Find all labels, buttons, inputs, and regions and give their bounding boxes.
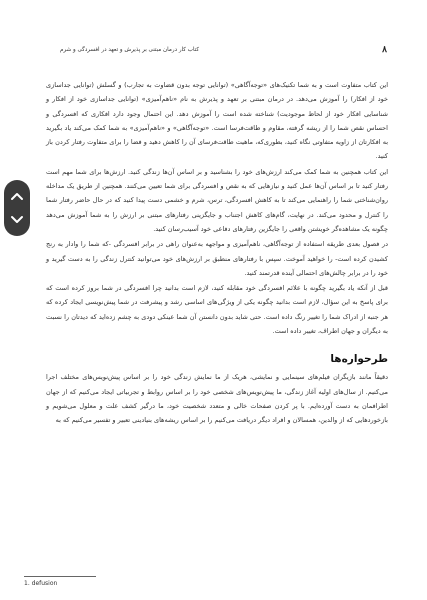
paragraph-3: در فصول بعدی طریقه استفاده از توجه‌آگاهی، ناهم‌آمیزی و مواجهه به‌عنوان راهی در برابر افسردگی -که شما را وادار به رنج کشیدن کرده است- را خواهید آموخت. سپس با رفتارهای منطبق بر ارزش‌های خود می‌توانید کنترل زندگی را به دست گیرید و خود را در برابر چالش‌های احتمالی آینده قدرتمند کنید. xyxy=(46,240,388,277)
paragraph-4: قبل از آنکه یاد بگیرید چگونه با علائم افسردگی خود مقابله کنید، لازم است بدانید چرا افسردگی در شما بروز کرده است که برای پاسخ به این سؤال، لازم است بدانید چگونه یکی از ویژگی‌های اساسی رشد و پیشرفت در شما پیش‌نویسی ایجاد کرده که هر جنبه از ادراک شما را تغییر رنگ داده است. حتی شاید بدون دانستن آن شما عینکی دودی به چشم زده‌اید که دیدتان را نسبت به دیگران و جهان اطراف، تغییر داده است. xyxy=(46,284,388,336)
footnote: 1. defusion xyxy=(24,580,58,587)
chevron-up-icon[interactable] xyxy=(8,187,26,205)
section-heading: طرحواره‌ها xyxy=(330,353,388,366)
paragraph-2: این کتاب همچنین به شما کمک می‌کند ارزش‌های خود را بشناسید و بر اساس آن‌ها زندگی کنید. ارزش‌ها برای شما مهم است رفتار کنید تا بر اساس آن‌ها عمل کنید و نیازهایی که به نقص و افسردگی برای شما تعیین می‌کنند. همچنین از طریق یک مداخله روان‌شناختی شما را راهنمایی می‌کند تا به کاهش افسردگی، ترس، شرم و خشمی دست پیدا کنید که در حال حاضر رفتار شما را کنترل و محدود می‌کند. در نهایت، گام‌های کاهش اجتناب و جایگزینی رفتارهای مبتنی بر ارزش را به شما آموزش می‌دهد چگونه یک مشاهده‌گر خویشتن واقعی را جایگزین رفتارهای دفاعی خود آسیب‌رسان کنید. xyxy=(46,167,388,233)
chevron-down-icon[interactable] xyxy=(8,211,26,229)
page-scroll-control xyxy=(4,180,30,236)
book-title: کتاب کار درمان مبتنی بر پذیرش و تعهد در افسردگی و شرم xyxy=(60,47,200,53)
footnote-divider xyxy=(24,576,96,577)
page-content xyxy=(46,78,388,429)
running-header xyxy=(60,45,387,55)
section-paragraph: دقیقاً مانند بازیگران فیلم‌های سینمایی و نمایشی، هریک از ما نمایش زندگی خود را بر اساس پیش‌نویس‌های مختلف اجرا می‌کنیم. از سال‌های اولیه آغاز زندگی، ما پیش‌نویس‌های شخصی خود را بر اساس روابط و تجربیاتی ایجاد می‌کنیم که از جهان اطرافمان به دست آورده‌ایم. با پر کردن صفحات خالی و متعدد شخصیت خود، ما درگیر کشف علت و معلول می‌شویم و بازخوردهایی که از والدین، همسالان و افراد دیگر دریافت می‌کنیم را بر اساس ریشه‌های بنیادینی تعبیر و تفسیر می‌کنیم که به xyxy=(46,373,388,425)
page-number: ۸ xyxy=(382,45,387,55)
paragraph-1: این کتاب متفاوت است و به شما تکنیک‌های «توجه‌آگاهی» (توانایی توجه بدون قضاوت به تجارب) و گسلش (توانایی جداسازی خود از افکار) را آموزش می‌دهد. در درمان مبتنی بر تعهد و پذیرش به نام «ناهم‌آمیزی» (توانایی جداسازی خود از افکار و شناسایی افکار خود از لحاظ موجودیت) شناخته شده است را آموزش دهد. این احتمال وجود دارد افکاری که افسردگی و احساس نقص شما را از ریشه گرفته، مقاوم و طاقت‌فرسا است. «توجه‌آگاهی» و «ناهم‌آمیزی» به شما کمک می‌کند یاد بگیرید به افکارتان از زاویه متفاوتی نگاه کنید، بطوری‌که، ماهیت طاقت‌فرسای آن را کاهش دهید و فضا را برای متفاوت رفتار کردن باز کنید. xyxy=(46,81,388,161)
